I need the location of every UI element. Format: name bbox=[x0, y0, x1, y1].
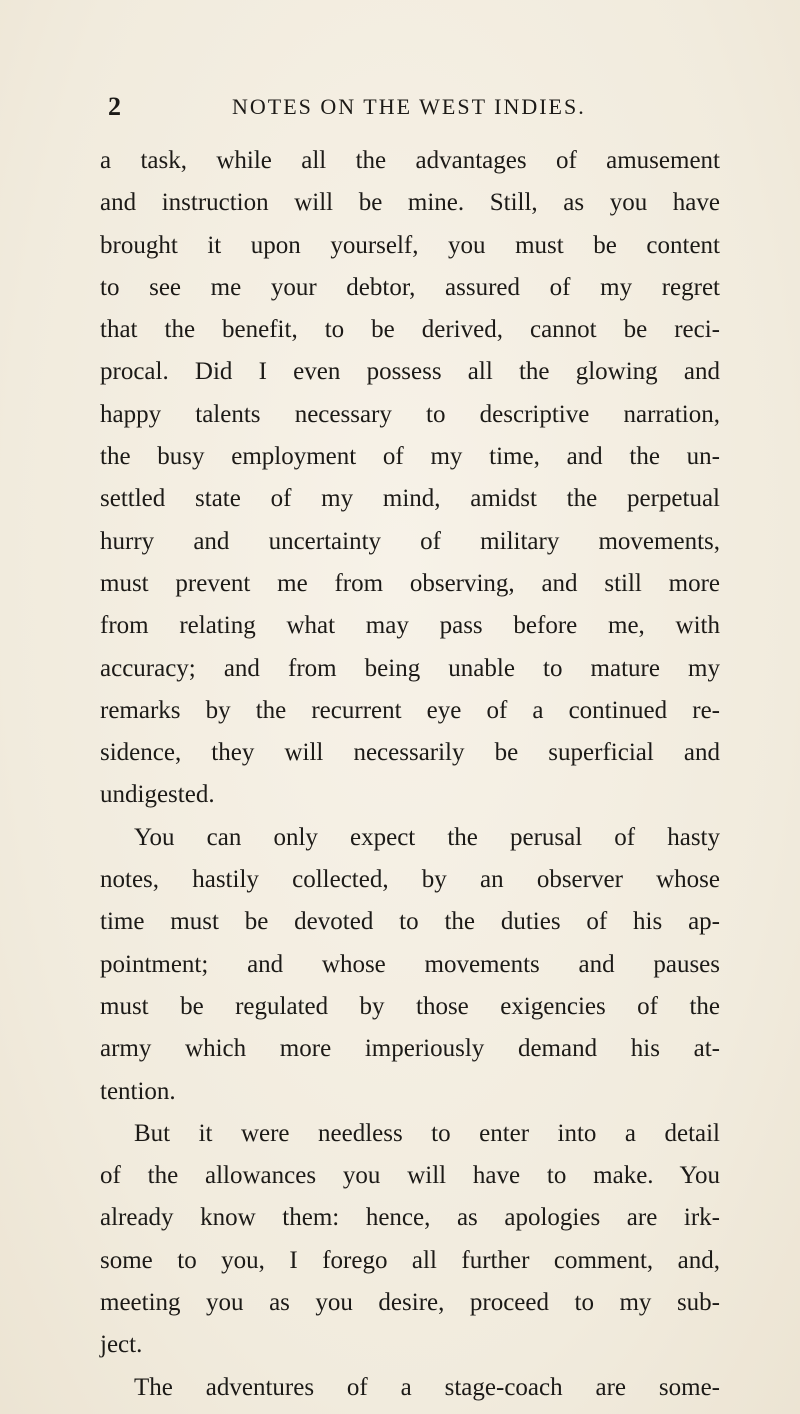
text-line: already know them: hence, as apologies are irk- bbox=[100, 1204, 720, 1232]
text-line: must prevent me from observing, and still more bbox=[100, 569, 720, 597]
page-header bbox=[100, 92, 720, 128]
body-text bbox=[100, 140, 720, 1409]
text-line: remarks by the recurrent eye of a continued re- bbox=[100, 696, 720, 724]
text-line: and instruction will be mine. Still, as you have bbox=[100, 189, 720, 217]
text-line: brought it upon yourself, you must be content bbox=[100, 231, 720, 259]
text-line: meeting you as you desire, proceed to my sub- bbox=[100, 1289, 720, 1317]
text-line: from relating what may pass before me, with bbox=[100, 612, 720, 640]
text-line: notes, hastily collected, by an observer whose bbox=[100, 866, 720, 894]
text-line: accuracy; and from being unable to mature my bbox=[100, 654, 720, 682]
text-line: some to you, I forego all further comment, and, bbox=[100, 1246, 720, 1274]
text-line: that the benefit, to be derived, cannot be reci- bbox=[100, 316, 720, 344]
page-number: 2 bbox=[108, 92, 121, 121]
text-line: undigested. bbox=[100, 781, 215, 809]
paragraph-start-line: The adventures of a stage-coach are some- bbox=[134, 1373, 720, 1401]
text-line: happy talents necessary to descriptive narration, bbox=[100, 400, 720, 428]
text-line: pointment; and whose movements and pauses bbox=[100, 950, 720, 978]
text-line: must be regulated by those exigencies of the bbox=[100, 992, 720, 1020]
text-line: ject. bbox=[100, 1331, 143, 1359]
text-line: to see me your debtor, assured of my regret bbox=[100, 273, 720, 301]
text-line: a task, while all the advantages of amusement bbox=[100, 147, 720, 174]
text-line: hurry and uncertainty of military movements, bbox=[100, 527, 720, 555]
text-line: time must be devoted to the duties of his ap- bbox=[100, 908, 720, 936]
text-line: the busy employment of my time, and the un- bbox=[100, 443, 720, 471]
text-line: settled state of my mind, amidst the perpetual bbox=[100, 485, 720, 513]
text-line: tention. bbox=[100, 1077, 176, 1105]
text-line: army which more imperiously demand his at- bbox=[100, 1035, 720, 1063]
paragraph-start-line: You can only expect the perusal of hasty bbox=[134, 823, 720, 851]
text-line: of the allowances you will have to make. You bbox=[100, 1162, 720, 1190]
running-head: NOTES ON THE WEST INDIES. bbox=[232, 94, 586, 119]
text-line: sidence, they will necessarily be superficial and bbox=[100, 739, 720, 767]
paragraph-start-line: But it were needless to enter into a detail bbox=[134, 1119, 720, 1147]
text-line: procal. Did I even possess all the glowing and bbox=[100, 358, 720, 386]
